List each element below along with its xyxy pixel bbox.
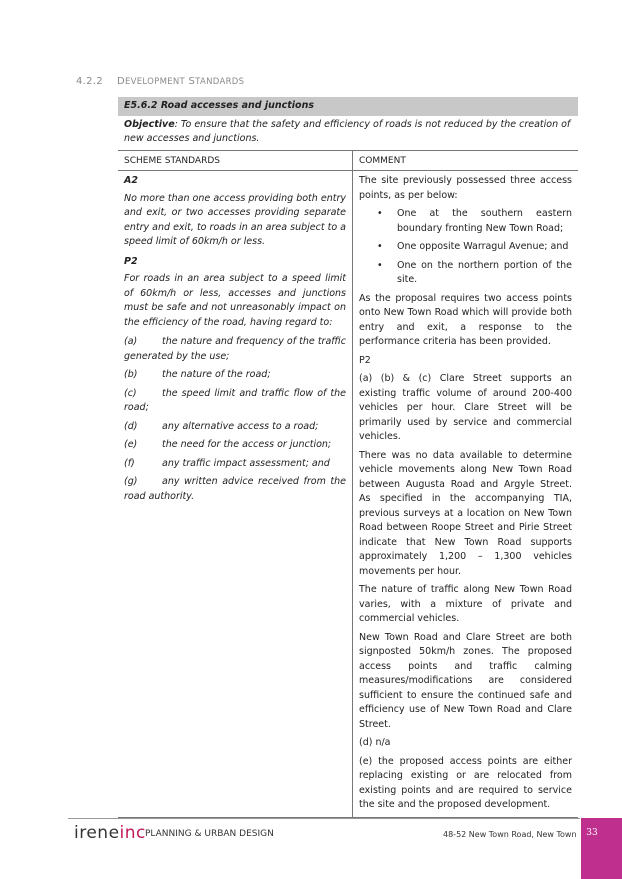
p2-label: P2 (124, 255, 138, 267)
comment-paragraph: (d) n/a (359, 737, 391, 748)
criterion: (a) the nature and frequency of the traffic generated by the use; (124, 336, 346, 362)
comment-paragraph: As the proposal requires two access points onto New Town Road which will provide both entry and exit, a response to the performance criteria has been provided. (359, 292, 572, 347)
a2-label: A2 (124, 175, 138, 186)
access-points-list (359, 207, 572, 288)
criterion: (d) any alternative access to a road; (124, 420, 319, 432)
company-logo: ireneinc (74, 823, 146, 843)
criterion: (g) any written advice received from the road authority. (124, 476, 346, 502)
list-item: • One at the southern eastern boundary fronting New Town Road; (397, 207, 572, 236)
comment-paragraph: There was no data available to determine vehicle movements along New Town Road between Augusta Road and Argyle Street. As specified in the accompanying TIA, previous surveys at a location on New Town Road between Roope Street and Pirie Street indicate that New Town Road supports approximately 1,200 – 1,300 vehicles movements per hour. (359, 449, 572, 577)
section-number: 4.2.2 (76, 76, 103, 87)
scheme-standards-cell (118, 171, 353, 818)
list-item: • One opposite Warragul Avenue; and (397, 240, 572, 255)
comment-paragraph: The nature of traffic along New Town Road varies, with a mixture of private and commercial vehicles. (359, 584, 572, 624)
company-tagline: PLANNING & URBAN DESIGN (145, 829, 274, 839)
footer-address: 48-52 New Town Road, New Town (443, 830, 577, 839)
comment-intro: The site previously possessed three access points, as per below: (359, 175, 572, 201)
page-number-tab (581, 818, 622, 879)
footer-divider (68, 818, 580, 819)
comment-paragraph: New Town Road and Clare Street are both signposted 50km/h zones. The proposed access points and traffic calming measures/modifications are considered sufficient to ensure the continued safe and efficiency use of New Town Road and Clare Street. (359, 631, 572, 730)
criterion: (e) the need for the access or junction; (124, 439, 332, 450)
section-heading: 4.2.2 DEVELOPMENT STANDARDS (76, 76, 245, 87)
objective (118, 116, 578, 151)
comment-paragraph: (e) the proposed access points are either replacing existing or are relocated from existing points and are required to service the site and the proposed development. (359, 755, 572, 810)
criterion: (b) the nature of the road; (124, 369, 271, 380)
page-number: 33 (586, 828, 598, 838)
p2-text: For roads in an area subject to a speed limit of 60km/h or less, accesses and junctions must be safe and not unreasonably impact on the efficiency of the road, having regard to: (124, 273, 346, 328)
column-header-left: SCHEME STANDARDS (118, 150, 353, 171)
list-item: • One on the northern portion of the site. (397, 259, 572, 288)
a2-text: No more than one access providing both entry and exit, or two accesses providing separate entry and exit, to roads in an area subject to a speed limit of 60km/h or less. (124, 192, 346, 247)
objective-label: Objective (124, 118, 175, 130)
criterion: (f) any traffic impact assessment; and (124, 457, 330, 469)
column-header-right: COMMENT (353, 150, 579, 171)
comment-cell (353, 171, 579, 818)
standards-table (118, 97, 578, 818)
comment-paragraph: (a) (b) & (c) Clare Street supports an existing traffic volume of around 200-400 vehicles per hour. Clare Street will be primarily used by service and commercial vehicles. (359, 373, 572, 442)
criterion: (c) the speed limit and traffic flow of the road; (124, 387, 346, 413)
comment-p2-label: P2 (359, 354, 371, 366)
table-title: E5.6.2 Road accesses and junctions (118, 97, 578, 116)
objective-text: : To ensure that the safety and efficiency of roads is not reduced by the creation of new accesses and junctions. (124, 118, 571, 144)
